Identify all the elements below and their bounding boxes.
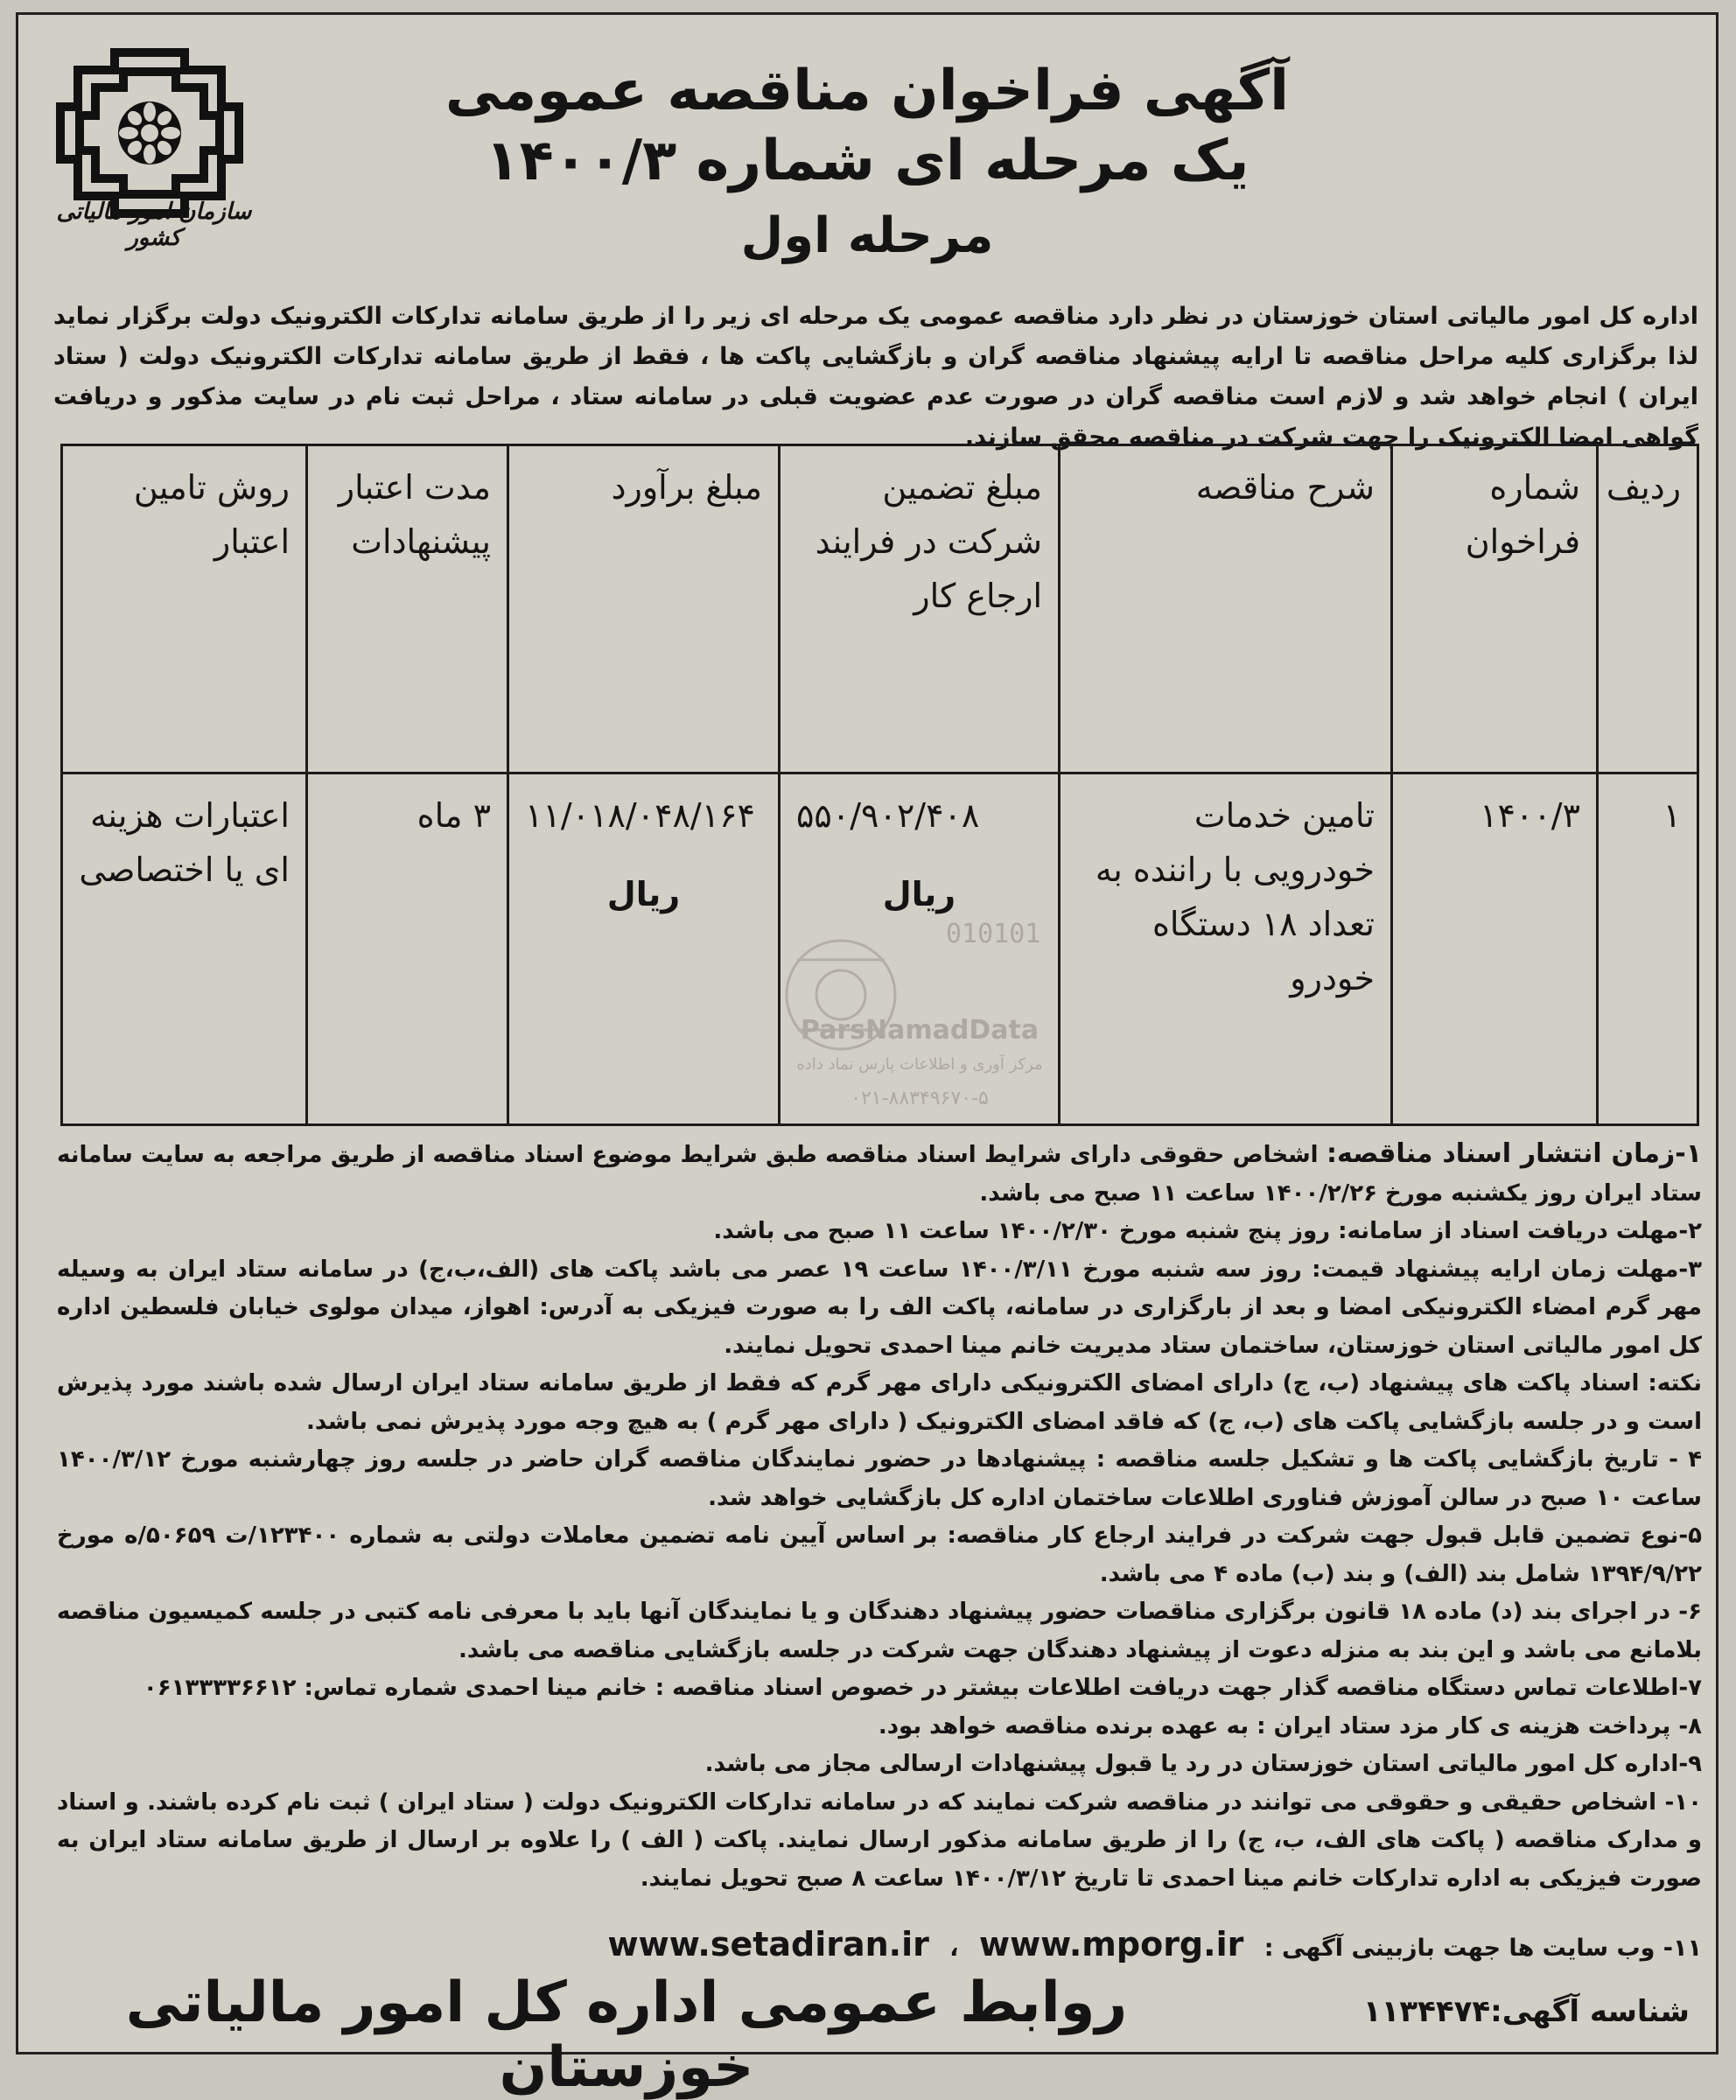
watermark-brand: ParsNamadData — [800, 1015, 1040, 1046]
cell-row-number: ۱ — [1598, 774, 1698, 1125]
header-description: شرح مناقصه — [1060, 445, 1392, 774]
notice-page — [16, 12, 1718, 2100]
watermark-tagline: مرکز آوری و اطلاعات پارس نماد داده — [796, 1055, 1043, 1074]
list-item: ۶- در اجرای بند (د) ماده ۱۸ قانون برگزاری مناقصات حضور پیشنهاد دهندگان و یا نمایندگان آنها باید با معرفی نامه کتبی در جلسه کمیسیون مناقصه بلامانع می باشد و این بند به منزله دعوت از پیشنهاد دهندگان جهت شرکت در جلسه بازگشایی مناقصه می باشد. — [57, 1599, 1702, 1663]
list-item: نکته: اسناد پاکت های پیشنهاد (ب، ج) دارای امضای الکترونیکی دارای مهر گرم که فقط از طریق سامانه ستاد ایران ارسال شده باشند مورد پذیرش است و در جلسه بازگشایی پاکت های (ب، ج) که فاقد امضای الکترونیک ( دارای مهر گرم ) به هیچ وجه مورد پذیرش نمی باشد. — [57, 1370, 1702, 1435]
title-line-3: مرحله اول — [740, 207, 994, 264]
websites-separator: ، — [949, 1935, 959, 1962]
cell-call-number: ۱۴۰۰/۳ — [1392, 774, 1598, 1125]
parsnamaddata-watermark — [745, 907, 1077, 1117]
cell-description: تامین خدمات خودرویی با راننده به تعداد ۱۸ دستگاه خودرو — [1060, 774, 1392, 1125]
list-item: ۹-اداره کل امور مالیاتی استان خوزستان در رد یا قبول پیشنهادات ارسالی مجاز می باشد. — [704, 1751, 1702, 1777]
websites-line — [57, 1922, 1702, 1966]
watermark-phone: ۰۲۱-۸۸۳۴۹۶۷۰-۵ — [850, 1088, 989, 1110]
header-funding: روش تامین اعتبار — [62, 445, 307, 774]
ad-id — [1363, 1994, 1690, 2029]
header-estimate: مبلغ برآورد — [508, 445, 780, 774]
list-item: ۲-مهلت دریافت اسناد از سامانه: روز پنج شنبه مورخ ۱۴۰۰/۲/۳۰ ساعت ۱۱ صبح می باشد. — [713, 1218, 1702, 1244]
list-item: ۴ - تاریخ بازگشایی پاکت ها و تشکیل جلسه مناقصه : پیشنهادها در حضور نمایندگان مناقصه گران حاضر در جلسه روز چهارشنبه مورخ ۱۴۰۰/۳/۱۲ ساعت ۱۰ صبح در سالن آموزش فناوری اطلاعات ساختمان اداره کل بازگشایی خواهد شد. — [57, 1446, 1702, 1511]
logo-caption: سازمان امور مالیاتی کشور — [56, 199, 252, 251]
list-item: ۸- پرداخت هزینه ی کار مزد ستاد ایران : به عهده برنده مناقصه خواهد بود. — [878, 1712, 1702, 1740]
websites-label: ۱۱- وب سایت ها جهت بازبینی آگهی : — [1264, 1935, 1702, 1962]
item-1-lead: ۱-زمان انتشار اسناد مناقصه: — [1326, 1138, 1702, 1169]
estimate-unit: ریال — [606, 875, 681, 914]
list-item: ۳-مهلت زمان ارایه پیشنهاد قیمت: روز سه شنبه مورخ ۱۴۰۰/۳/۱۱ ساعت ۱۹ عصر می باشد پاکت های (الف،ب،ج) در سامانه ستاد ایران به وسیله مهر گرم امضاء الکترونیکی امضا و بعد از بارگزاری در سامانه، پاکت الف را به صورت فیزیکی به آدرس: اهواز، میدان مولوی خیابان فلسطین اداره کل امور مالیاتی استان خوزستان، ساختمان ستاد مدیریت خانم مینا احمدی تحویل نمایند. — [57, 1256, 1703, 1359]
ad-id-value: ۱۱۳۴۴۷۴ — [1362, 1994, 1491, 2029]
guarantee-amount: ۵۵۰/۹۰۲/۴۰۸ — [796, 796, 980, 835]
title-line-1: آگهی فراخوان مناقصه عمومی — [444, 59, 1290, 123]
footer-organization: روابط عمومی اداره کل امور مالیاتی خوزستان — [125, 1970, 1128, 2100]
list-item — [57, 1135, 1702, 1213]
header-row-number: ردیف — [1598, 445, 1698, 774]
conditions-list — [57, 1135, 1702, 1898]
list-item: ۱۰- اشخاص حقیقی و حقوقی می توانند در مناقصه شرکت نمایند که در سامانه تدارکات الکترونیک دولت ( ستاد ایران ) ثبت نام کرده باشند. و اسناد و مدارک مناقصه ( پاکت های الف، ب، ج) را از طریق سامانه مذکور ارسال نمایند. پاکت ( الف ) را علاوه بر ارسال از طریق سامانه ستاد ایران به صورت فیزیکی به اداره تدارکات خانم مینا احمدی تا تاریخ ۱۴۰۰/۳/۱۲ ساعت ۸ صبح تحویل نمایند. — [57, 1788, 1702, 1892]
list-item: ۵-نوع تضمین قابل قبول جهت شرکت در فرایند ارجاع کار مناقصه: بر اساس آیین نامه تضمین معاملات دولتی به شماره ۱۲۳۴۰۰/ت ۵۰۶۵۹/ه مورخ ۱۳۹۴/۹/۲۲ شامل بند (الف) و بند (ب) ماده ۴ می باشد. — [57, 1522, 1702, 1587]
cell-funding: اعتبارات هزینه ای یا اختصاصی — [62, 774, 307, 1125]
table-header-row — [62, 445, 1698, 774]
list-item: ۷-اطلاعات تماس دستگاه مناقصه گذار جهت دریافت اطلاعات بیشتر در خصوص اسناد مناقصه : خانم مینا احمدی شماره تماس: ۰۶۱۳۳۳۳۶۶۱۲ — [143, 1675, 1702, 1701]
ad-id-label: شناسه آگهی: — [1490, 1994, 1690, 2029]
header-guarantee: مبلغ تضمین شرکت در فرایند ارجاع کار — [780, 445, 1060, 774]
intro-paragraph: اداره کل امور مالیاتی استان خوزستان در نظر دارد مناقصه عمومی یک مرحله ای زیر را از طریق سامانه تدارکات الکترونیک دولت برگزار نماید لذا برگزاری کلیه مراحل مناقصه تا ارایه پیشنهاد مناقصه گران و بازگشایی پاکت ها ، فقط از طریق سامانه تدارکات الکترونیک دولت ( ستاد ایران ) انجام خواهد شد و لازم است مناقصه گران در صورت عدم عضویت قبلی در سامانه ستاد ، مراحل ثبت نام در سایت مذکور و دریافت گواهی امضا الکترونیک را جهت شرکت در مناقصه محقق سازند. — [53, 303, 1698, 451]
guarantee-unit: ریال — [882, 875, 956, 914]
watermark-bits: 010101 — [946, 919, 1041, 949]
setadiran-link[interactable]: www.setadiran.ir — [607, 1925, 929, 1964]
title-line-2: یک مرحله ای شماره ۱۴۰۰/۳ — [485, 129, 1250, 193]
cell-validity: ۳ ماه — [307, 774, 508, 1125]
header-call-number: شماره فراخوان — [1392, 445, 1598, 774]
header-validity: مدت اعتبار پیشنهادات — [307, 445, 508, 774]
cell-estimate — [508, 774, 780, 1125]
mporg-link[interactable]: www.mporg.ir — [978, 1925, 1244, 1964]
estimate-amount: ۱۱/۰۱۸/۰۴۸/۱۶۴ — [525, 796, 755, 835]
item-1-text: اشخاص حقوقی دارای شرایط اسناد مناقصه طبق شرایط موضوع اسناد مناقصه از طریق مراجعه به سایت سامانه ستاد ایران روز یکشنبه مورخ ۱۴۰۰/۲/۲۶ ساعت ۱۱ صبح می باشد. — [57, 1142, 1702, 1207]
